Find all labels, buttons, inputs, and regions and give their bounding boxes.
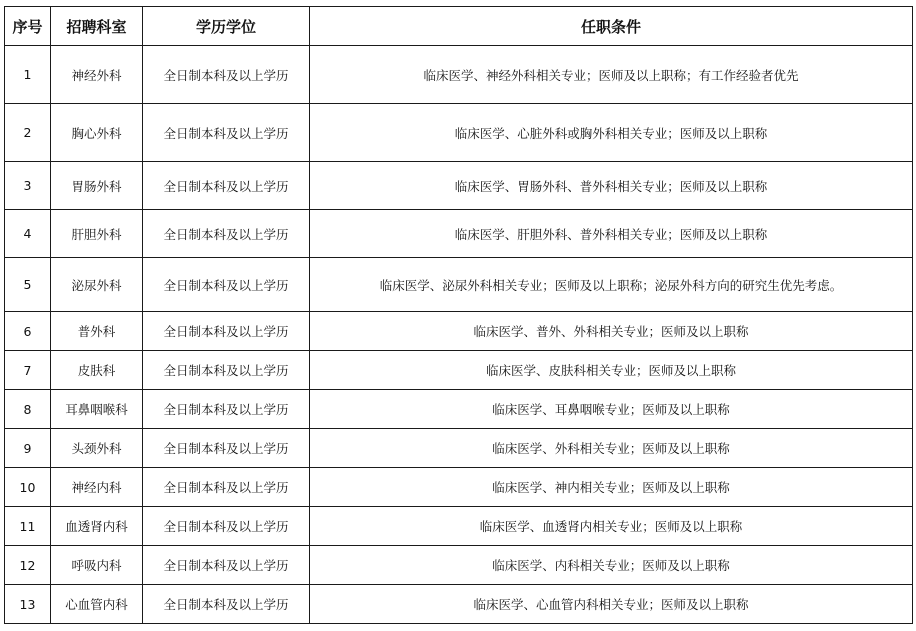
cell-serial-number: 13 xyxy=(5,585,51,624)
cell-department: 心血管内科 xyxy=(51,585,143,624)
table-row xyxy=(5,104,913,162)
cell-requirements: 临床医学、心脏外科或胸外科相关专业；医师及以上职称 xyxy=(310,104,913,162)
cell-requirements: 临床医学、耳鼻咽喉专业；医师及以上职称 xyxy=(310,390,913,429)
recruitment-table xyxy=(4,6,913,624)
cell-requirements: 临床医学、神内相关专业；医师及以上职称 xyxy=(310,468,913,507)
cell-department: 神经外科 xyxy=(51,46,143,104)
header-education: 学历学位 xyxy=(143,7,310,46)
table-row xyxy=(5,210,913,258)
cell-department: 肝胆外科 xyxy=(51,210,143,258)
cell-education: 全日制本科及以上学历 xyxy=(143,104,310,162)
cell-serial-number: 4 xyxy=(5,210,51,258)
cell-serial-number: 8 xyxy=(5,390,51,429)
cell-department: 血透肾内科 xyxy=(51,507,143,546)
cell-department: 头颈外科 xyxy=(51,429,143,468)
cell-serial-number: 11 xyxy=(5,507,51,546)
cell-serial-number: 3 xyxy=(5,162,51,210)
cell-department: 耳鼻咽喉科 xyxy=(51,390,143,429)
cell-education: 全日制本科及以上学历 xyxy=(143,162,310,210)
cell-department: 普外科 xyxy=(51,312,143,351)
cell-education: 全日制本科及以上学历 xyxy=(143,546,310,585)
recruitment-table-container xyxy=(4,6,913,624)
cell-education: 全日制本科及以上学历 xyxy=(143,312,310,351)
cell-requirements: 临床医学、血透肾内相关专业；医师及以上职称 xyxy=(310,507,913,546)
cell-serial-number: 12 xyxy=(5,546,51,585)
header-department: 招聘科室 xyxy=(51,7,143,46)
table-row xyxy=(5,258,913,312)
table-row xyxy=(5,468,913,507)
cell-department: 胸心外科 xyxy=(51,104,143,162)
cell-education: 全日制本科及以上学历 xyxy=(143,258,310,312)
cell-department: 呼吸内科 xyxy=(51,546,143,585)
cell-education: 全日制本科及以上学历 xyxy=(143,429,310,468)
cell-requirements: 临床医学、胃肠外科、普外科相关专业；医师及以上职称 xyxy=(310,162,913,210)
table-row xyxy=(5,46,913,104)
cell-department: 泌尿外科 xyxy=(51,258,143,312)
cell-education: 全日制本科及以上学历 xyxy=(143,585,310,624)
cell-education: 全日制本科及以上学历 xyxy=(143,507,310,546)
cell-department: 皮肤科 xyxy=(51,351,143,390)
cell-serial-number: 9 xyxy=(5,429,51,468)
cell-requirements: 临床医学、内科相关专业；医师及以上职称 xyxy=(310,546,913,585)
table-row xyxy=(5,507,913,546)
cell-requirements: 临床医学、神经外科相关专业；医师及以上职称；有工作经验者优先 xyxy=(310,46,913,104)
cell-requirements: 临床医学、泌尿外科相关专业；医师及以上职称；泌尿外科方向的研究生优先考虑。 xyxy=(310,258,913,312)
table-row xyxy=(5,351,913,390)
cell-requirements: 临床医学、肝胆外科、普外科相关专业；医师及以上职称 xyxy=(310,210,913,258)
header-serial-number: 序号 xyxy=(5,7,51,46)
cell-requirements: 临床医学、普外、外科相关专业；医师及以上职称 xyxy=(310,312,913,351)
table-row xyxy=(5,585,913,624)
cell-education: 全日制本科及以上学历 xyxy=(143,468,310,507)
cell-department: 神经内科 xyxy=(51,468,143,507)
cell-serial-number: 6 xyxy=(5,312,51,351)
cell-education: 全日制本科及以上学历 xyxy=(143,210,310,258)
cell-department: 胃肠外科 xyxy=(51,162,143,210)
cell-serial-number: 5 xyxy=(5,258,51,312)
cell-serial-number: 7 xyxy=(5,351,51,390)
cell-serial-number: 2 xyxy=(5,104,51,162)
cell-education: 全日制本科及以上学历 xyxy=(143,390,310,429)
cell-education: 全日制本科及以上学历 xyxy=(143,46,310,104)
header-requirements: 任职条件 xyxy=(310,7,913,46)
cell-serial-number: 10 xyxy=(5,468,51,507)
cell-requirements: 临床医学、外科相关专业；医师及以上职称 xyxy=(310,429,913,468)
cell-requirements: 临床医学、皮肤科相关专业；医师及以上职称 xyxy=(310,351,913,390)
table-row xyxy=(5,162,913,210)
cell-education: 全日制本科及以上学历 xyxy=(143,351,310,390)
cell-serial-number: 1 xyxy=(5,46,51,104)
table-row xyxy=(5,429,913,468)
table-row xyxy=(5,546,913,585)
table-row xyxy=(5,312,913,351)
cell-requirements: 临床医学、心血管内科相关专业；医师及以上职称 xyxy=(310,585,913,624)
table-header-row xyxy=(5,7,913,46)
table-row xyxy=(5,390,913,429)
